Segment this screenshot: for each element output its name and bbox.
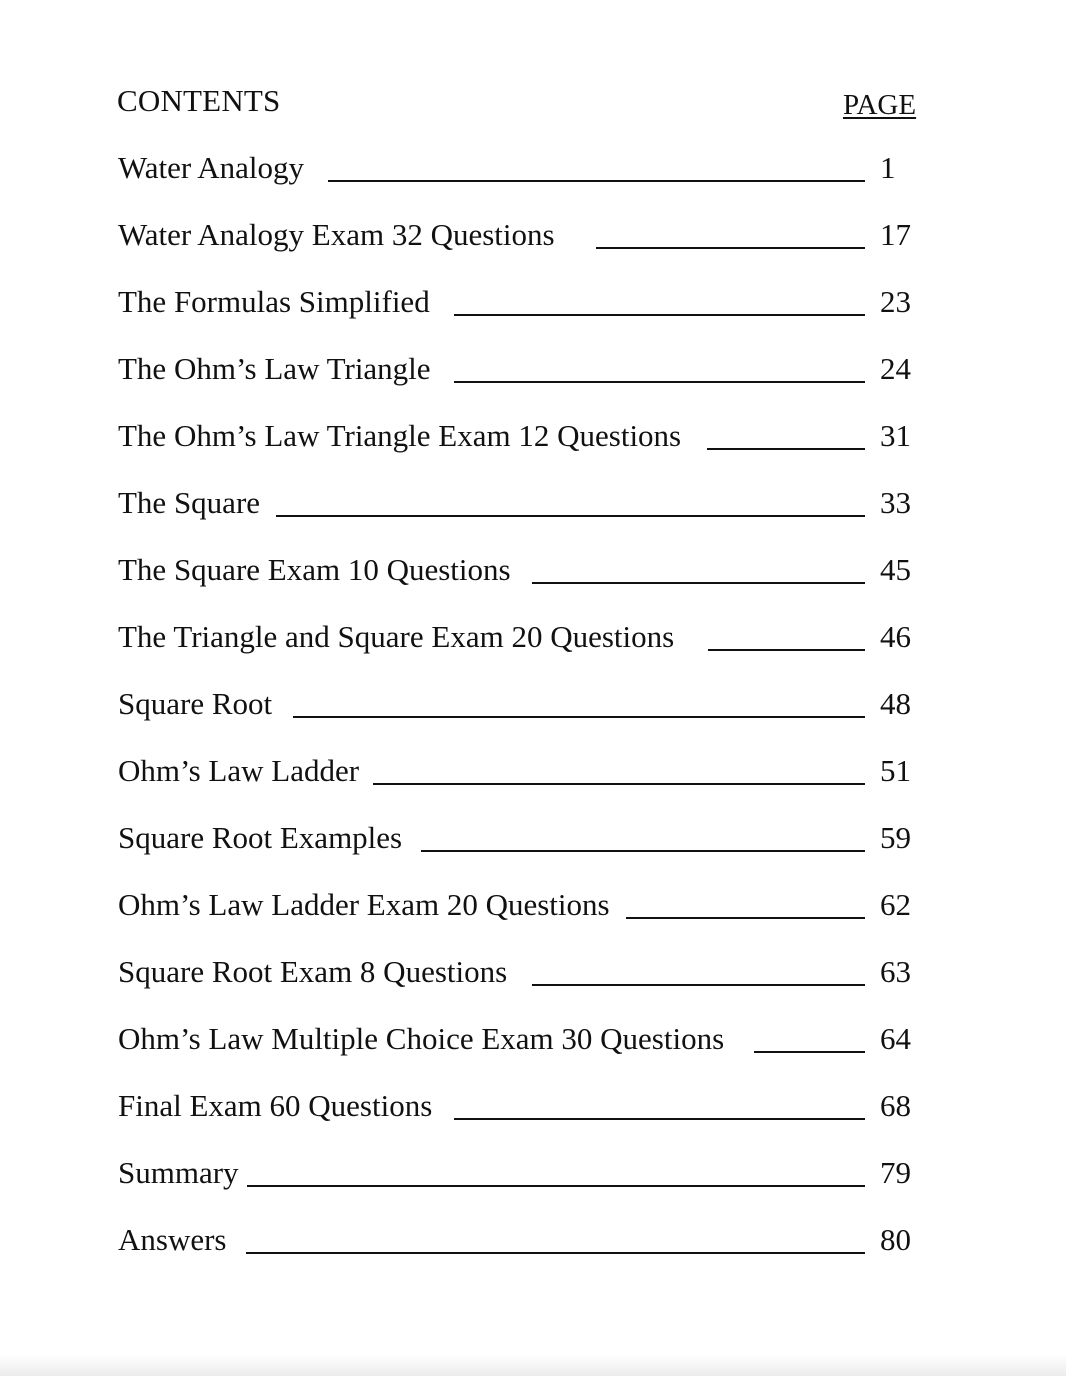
page-bottom-shadow bbox=[0, 1354, 1066, 1376]
toc-entry-page-number: 45 bbox=[880, 552, 911, 587]
toc-entry bbox=[118, 1022, 918, 1062]
toc-leader-line bbox=[708, 649, 865, 651]
toc-leader-line bbox=[246, 1252, 865, 1254]
toc-entry-title: Square Root Examples bbox=[118, 820, 403, 855]
toc-entry bbox=[118, 821, 918, 861]
toc-entry-title: Summary bbox=[118, 1155, 239, 1190]
toc-entry-page-number: 68 bbox=[880, 1088, 911, 1123]
toc-entry-page-number: 1 bbox=[880, 150, 896, 185]
toc-leader-line bbox=[626, 917, 865, 919]
toc-entry-title: Square Root bbox=[118, 686, 273, 721]
toc-entry bbox=[118, 888, 918, 928]
contents-heading: CONTENTS bbox=[117, 83, 281, 118]
toc-entry bbox=[118, 218, 918, 258]
toc-entry bbox=[118, 754, 918, 794]
toc-entry-page-number: 48 bbox=[880, 686, 911, 721]
toc-entry-title: The Square Exam 10 Questions bbox=[118, 552, 511, 587]
toc-leader-line bbox=[454, 314, 865, 316]
toc-entry-page-number: 17 bbox=[880, 217, 911, 252]
toc-entry-title: The Square bbox=[118, 485, 261, 520]
toc-entry-title: The Triangle and Square Exam 20 Questions bbox=[118, 619, 675, 654]
toc-entry bbox=[118, 955, 918, 995]
toc-entry-page-number: 63 bbox=[880, 954, 911, 989]
toc-entry bbox=[118, 352, 918, 392]
toc-entry bbox=[118, 1223, 918, 1263]
toc-entry bbox=[118, 1089, 918, 1129]
toc-leader-line bbox=[596, 247, 865, 249]
toc-leader-line bbox=[247, 1185, 865, 1187]
toc-leader-line bbox=[754, 1051, 865, 1053]
toc-entry-page-number: 64 bbox=[880, 1021, 911, 1056]
toc-entry bbox=[118, 151, 918, 191]
toc-entry bbox=[118, 419, 918, 459]
toc-leader-line bbox=[532, 984, 865, 986]
toc-entry-page-number: 23 bbox=[880, 284, 911, 319]
toc-entry-page-number: 80 bbox=[880, 1222, 911, 1257]
toc-entry-title: Ohm’s Law Ladder Exam 20 Questions bbox=[118, 887, 610, 922]
toc-entry-title: Water Analogy bbox=[118, 150, 305, 185]
toc-entry bbox=[118, 1156, 918, 1196]
toc-entry-page-number: 51 bbox=[880, 753, 911, 788]
toc-entry-page-number: 33 bbox=[880, 485, 911, 520]
toc-entry-page-number: 31 bbox=[880, 418, 911, 453]
toc-leader-line bbox=[421, 850, 865, 852]
toc-leader-line bbox=[328, 180, 865, 182]
toc-entry bbox=[118, 620, 918, 660]
toc-entry-page-number: 59 bbox=[880, 820, 911, 855]
toc-entry-title: Ohm’s Law Multiple Choice Exam 30 Questions bbox=[118, 1021, 725, 1056]
toc-entry bbox=[118, 285, 918, 325]
toc-leader-line bbox=[707, 448, 865, 450]
toc-entry bbox=[118, 486, 918, 526]
toc-entry-title: The Formulas Simplified bbox=[118, 284, 430, 319]
toc-leader-line bbox=[454, 381, 865, 383]
toc-leader-line bbox=[373, 783, 865, 785]
toc-entry bbox=[118, 553, 918, 593]
page-column-heading: PAGE bbox=[843, 89, 917, 121]
toc-entry-page-number: 24 bbox=[880, 351, 911, 386]
toc-entry-page-number: 62 bbox=[880, 887, 911, 922]
toc-entry-page-number: 79 bbox=[880, 1155, 911, 1190]
toc-entry-title: The Ohm’s Law Triangle Exam 12 Questions bbox=[118, 418, 682, 453]
toc-leader-line bbox=[454, 1118, 865, 1120]
toc-entry bbox=[118, 687, 918, 727]
toc-leader-line bbox=[293, 716, 865, 718]
toc-entry-title: Ohm’s Law Ladder bbox=[118, 753, 360, 788]
toc-leader-line bbox=[276, 515, 865, 517]
toc-entry-title: Square Root Exam 8 Questions bbox=[118, 954, 508, 989]
toc-entry-title: Water Analogy Exam 32 Questions bbox=[118, 217, 555, 252]
toc-entry-title: Answers bbox=[118, 1222, 227, 1257]
toc-entry-title: The Ohm’s Law Triangle bbox=[118, 351, 431, 386]
toc-entry-title: Final Exam 60 Questions bbox=[118, 1088, 433, 1123]
toc-entry-page-number: 46 bbox=[880, 619, 911, 654]
toc-leader-line bbox=[532, 582, 865, 584]
